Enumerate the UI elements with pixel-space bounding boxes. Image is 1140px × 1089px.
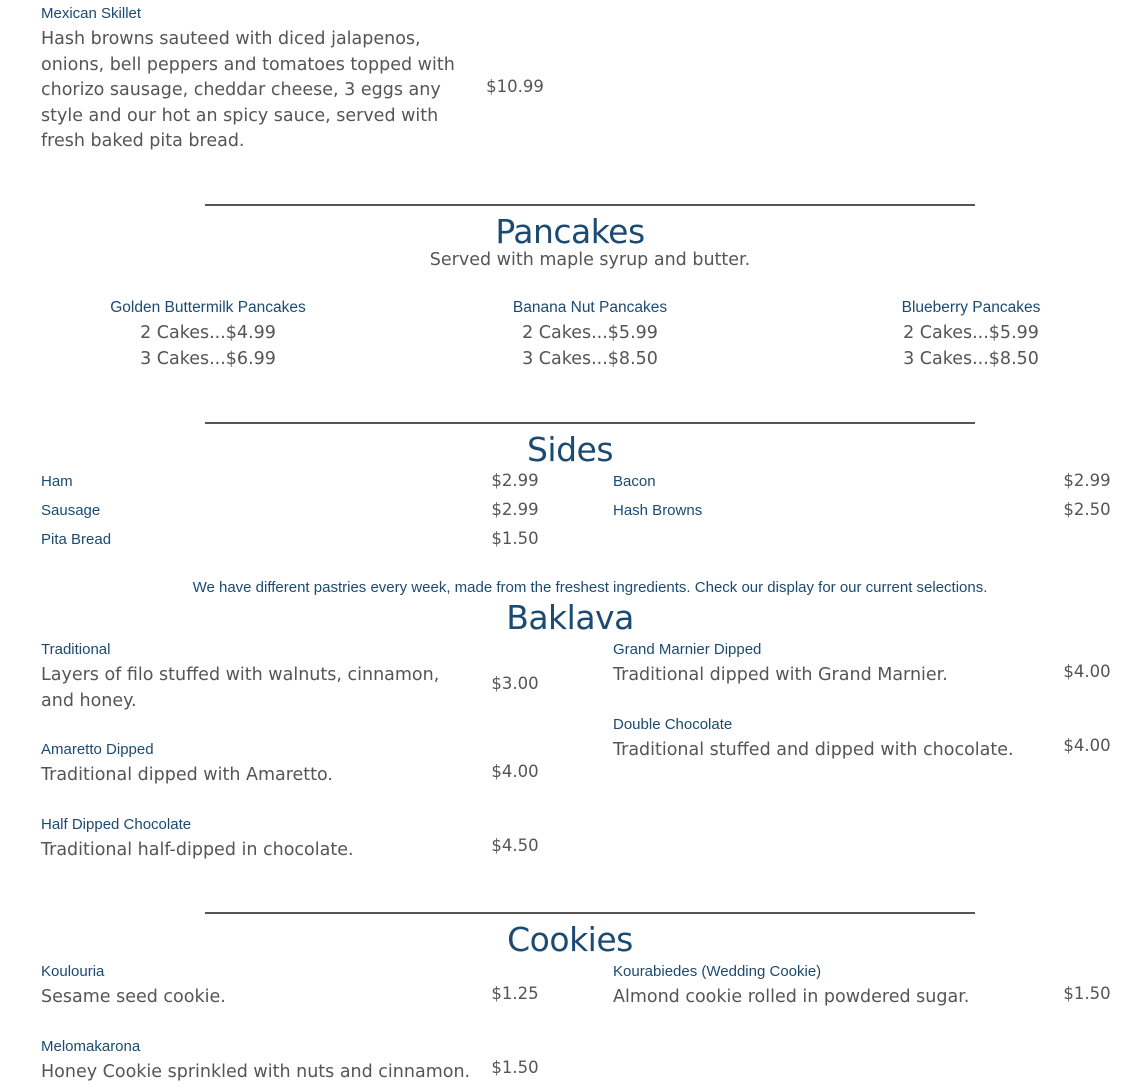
pancake-item <box>28 299 388 372</box>
side-name-pita-bread: Pita Bread <box>41 531 112 548</box>
section-title-cookies: Cookies <box>507 920 633 959</box>
item-desc-mexican-skillet: Hash browns sauteed with diced jalapenos, onions, bell peppers and tomatoes topped with chorizo sausage, cheddar cheese, 3 eggs any style and our hot an spicy sauce, served with fresh baked pita bread. <box>41 29 455 151</box>
section-divider <box>205 912 975 914</box>
side-price-hash-browns: $2.50 <box>1063 500 1111 519</box>
cookie-desc-koulouria: Sesame seed cookie. <box>41 987 226 1007</box>
pancake-price-line: 3 Cakes...$8.50 <box>903 349 1039 369</box>
side-price-bacon: $2.99 <box>1063 471 1111 490</box>
section-title-baklava: Baklava <box>506 598 634 637</box>
baklava-desc-half-dipped-chocolate: Traditional half-dipped in chocolate. <box>41 840 354 860</box>
cookie-name-melomakarona: Melomakarona <box>41 1038 141 1055</box>
baklava-desc-double-chocolate: Traditional stuffed and dipped with chocolate. <box>613 740 1014 760</box>
cookie-price-melomakarona: $1.50 <box>491 1058 539 1077</box>
pancake-item <box>791 299 1140 372</box>
pancake-name: Blueberry Pancakes <box>901 299 1041 316</box>
side-name-sausage: Sausage <box>41 502 101 519</box>
cookie-price-kourabiedes: $1.50 <box>1063 984 1111 1003</box>
baklava-desc-traditional: Layers of filo stuffed with walnuts, cinnamon, and honey. <box>41 665 440 711</box>
section-divider <box>205 422 975 424</box>
pastry-note: We have different pastries every week, made from the freshest ingredients. Check our display for our current selections. <box>192 579 988 596</box>
pancake-price-line: 2 Cakes...$4.99 <box>140 323 276 343</box>
side-price-sausage: $2.99 <box>491 500 539 519</box>
side-name-ham: Ham <box>41 473 73 490</box>
baklava-name-double-chocolate: Double Chocolate <box>613 716 733 733</box>
baklava-price-traditional: $3.00 <box>491 674 539 693</box>
item-price-mexican-skillet: $10.99 <box>486 77 544 96</box>
side-name-hash-browns: Hash Browns <box>613 502 703 519</box>
pancake-name: Golden Buttermilk Pancakes <box>110 299 306 316</box>
cookie-name-kourabiedes: Kourabiedes (Wedding Cookie) <box>613 963 822 980</box>
pancake-price-line: 2 Cakes...$5.99 <box>522 323 658 343</box>
baklava-name-grand-marnier-dipped: Grand Marnier Dipped <box>613 641 762 658</box>
section-divider <box>205 204 975 206</box>
baklava-name-amaretto-dipped: Amaretto Dipped <box>41 741 154 758</box>
baklava-name-traditional: Traditional <box>41 641 111 658</box>
pancake-name: Banana Nut Pancakes <box>512 299 668 316</box>
side-price-pita-bread: $1.50 <box>491 529 539 548</box>
pancake-price-line: 3 Cakes...$6.99 <box>140 349 276 369</box>
pancake-price-line: 3 Cakes...$8.50 <box>522 349 658 369</box>
pancake-item <box>410 299 770 372</box>
pancake-price-line: 2 Cakes...$5.99 <box>903 323 1039 343</box>
baklava-price-amaretto-dipped: $4.00 <box>491 762 539 781</box>
section-title-pancakes: Pancakes <box>495 212 645 251</box>
section-title-sides: Sides <box>526 430 614 469</box>
cookie-desc-melomakarona: Honey Cookie sprinkled with nuts and cinnamon. <box>41 1062 471 1082</box>
cookie-desc-kourabiedes: Almond cookie rolled in powdered sugar. <box>613 987 970 1007</box>
cookie-price-koulouria: $1.25 <box>491 984 539 1003</box>
baklava-desc-grand-marnier-dipped: Traditional dipped with Grand Marnier. <box>613 665 948 685</box>
baklava-price-grand-marnier-dipped: $4.00 <box>1063 662 1111 681</box>
cookie-name-koulouria: Koulouria <box>41 963 105 980</box>
baklava-desc-amaretto-dipped: Traditional dipped with Amaretto. <box>41 765 333 785</box>
baklava-price-half-dipped-chocolate: $4.50 <box>491 836 539 855</box>
pancakes-subtitle: Served with maple syrup and butter. <box>429 250 751 270</box>
baklava-price-double-chocolate: $4.00 <box>1063 736 1111 755</box>
side-price-ham: $2.99 <box>491 471 539 490</box>
side-name-bacon: Bacon <box>613 473 656 490</box>
item-name-mexican-skillet: Mexican Skillet <box>41 5 142 22</box>
baklava-name-half-dipped-chocolate: Half Dipped Chocolate <box>41 816 192 833</box>
